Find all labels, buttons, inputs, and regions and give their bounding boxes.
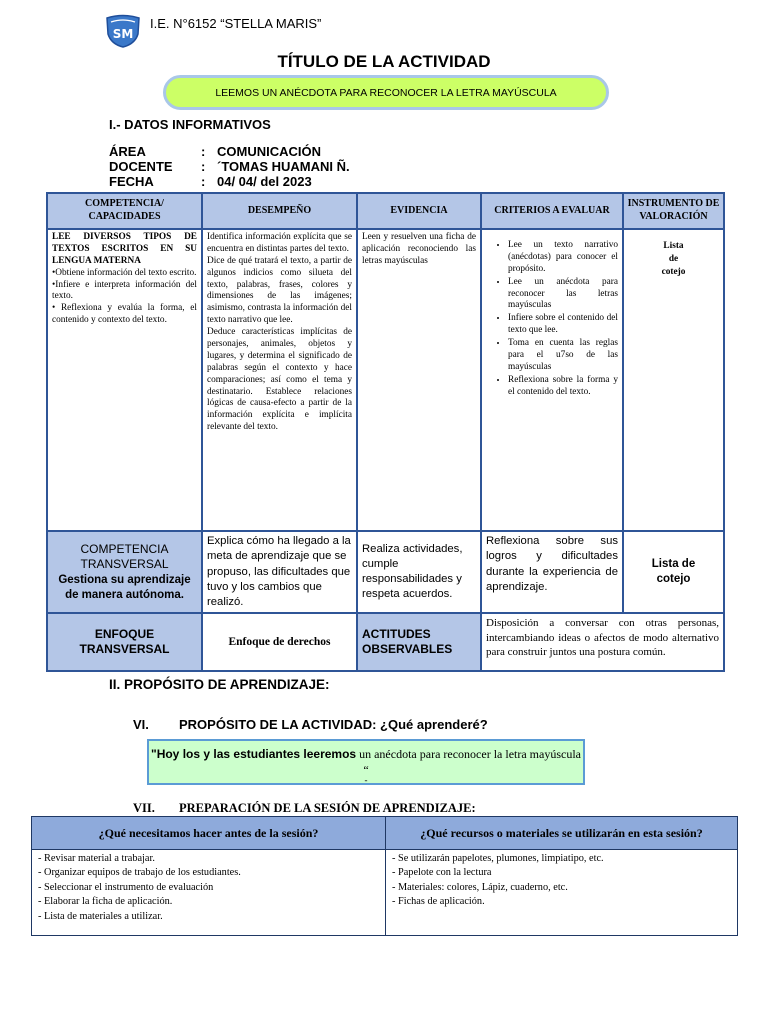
desempeno-paragraph: Identifica información explícita que se encuentra en distintas partes del texto. <box>207 232 352 254</box>
criterio-item: • Toma en cuenta las reglas para el u7so de las mayúsculas <box>508 338 618 374</box>
table-row <box>32 850 738 936</box>
competencias-table <box>46 192 725 672</box>
datos-value: 04/ 04/ del 2023 <box>217 174 312 189</box>
datos-row-fecha <box>109 174 312 189</box>
header-criterios: CRITERIOS A EVALUAR <box>481 193 623 229</box>
prep-header-antes: ¿Qué necesitamos hacer antes de la sesión? <box>32 817 386 850</box>
list-item: - Seleccionar el instrumento de evaluación <box>38 881 214 893</box>
instrumento-transversal-cell: Lista de cotejo <box>623 531 724 613</box>
competencia-transversal-title: COMPETENCIA TRANSVERSAL <box>80 541 169 572</box>
vii-heading <box>133 801 476 816</box>
instrumento-line: Lista <box>663 241 684 251</box>
desempeno-paragraph: Deduce características implícitas de personajes, animales, objetos y lugares, y determina el significado de palabras según el contexto y hace comparaciones; así como el tema y destinatario. Establece relaciones lógicas de causa-efecto a partir de la información explícita e implícita relevante del texto. <box>207 327 352 433</box>
criterio-item: • Lee un texto narrativo (anécdotas) para conocer el propósito. <box>508 240 618 276</box>
datos-key: DOCENTE <box>109 159 173 174</box>
vi-label: PROPÓSITO DE LA ACTIVIDAD: ¿Qué aprenderé? <box>179 717 488 732</box>
prep-header-recursos: ¿Qué recursos o materiales se utilizarán en esta sesión? <box>386 817 738 850</box>
desempeno-paragraph: Dice de qué tratará el texto, a partir de algunos indicios como silueta del texto, palabras, frases, colores y dimensiones de las imágenes; asimismo, contrasta la información del texto narrativo que lee. <box>207 255 352 326</box>
datos-key: ÁREA <box>109 144 146 159</box>
header-competencia: COMPETENCIA/ CAPACIDADES <box>47 193 202 229</box>
datos-key: FECHA <box>109 174 154 189</box>
quote-rest: un anécdota para reconocer la letra mayúscula “ <box>356 747 581 778</box>
table-row <box>47 531 724 613</box>
activity-title-pill <box>163 75 609 110</box>
datos-colon: : <box>201 174 206 189</box>
list-item: - Elaborar la ficha de aplicación. <box>38 896 173 908</box>
datos-row-area <box>109 144 321 159</box>
quote-mark: - <box>364 775 368 786</box>
competencia-transversal-sub: Gestiona su aprendizaje de manera autónoma. <box>58 573 191 601</box>
preparacion-table <box>31 816 738 936</box>
table-row <box>47 613 724 671</box>
logo-text: SM <box>112 27 134 41</box>
school-name: I.E. N°6152 “STELLA MARIS” <box>150 16 322 31</box>
enfoque-value-cell: Enfoque de derechos <box>202 613 357 671</box>
activity-title: LEEMOS UN ANÉCDOTA PARA RECONOCER LA LETRA MAYÚSCULA <box>215 86 557 99</box>
datos-value: COMUNICACIÓN <box>217 144 321 159</box>
actitudes-label-cell: ACTITUDES OBSERVABLES <box>357 613 481 671</box>
list-item: - Organizar equipos de trabajo de los estudiantes. <box>38 867 241 879</box>
list-item: - Materiales: colores, Lápiz, cuaderno, etc. <box>392 881 568 893</box>
actitudes-value-cell: Disposición a conversar con otras personas, intercambiando ideas o afectos de modo alternativo para construir juntos una postura común. <box>481 613 724 671</box>
datos-row-docente <box>109 159 350 174</box>
criterios-cell <box>481 229 623 531</box>
competencia-transversal-cell <box>47 531 202 613</box>
list-item: - Se utilizarán papelotes, plumones, limpiatipo, etc. <box>392 853 604 864</box>
vii-number: VII. <box>133 801 155 815</box>
list-item: - Fichas de aplicación. <box>392 896 485 908</box>
prep-antes-cell <box>32 850 386 936</box>
list-item: - Revisar material a trabajar. <box>38 853 155 864</box>
criterio-item: • Infiere sobre el contenido del texto que lee. <box>508 313 618 337</box>
header-desempeno: DESEMPEÑO <box>202 193 357 229</box>
criterios-list <box>486 240 618 399</box>
criterio-item: • Reflexiona sobre la forma y el contenido del texto. <box>508 375 618 399</box>
datos-colon: : <box>201 159 206 174</box>
prep-recursos-cell <box>386 850 738 936</box>
instrumento-cell <box>623 229 724 531</box>
vi-heading <box>133 717 488 732</box>
page-title: TÍTULO DE LA ACTIVIDAD <box>277 52 491 71</box>
vii-label: PREPARACIÓN DE LA SESIÓN DE APRENDIZAJE: <box>179 801 476 815</box>
capacidad-item: •Obtiene información del texto escrito. <box>52 267 197 278</box>
datos-colon: : <box>201 144 206 159</box>
evidencia-cell: Leen y resuelven una ficha de aplicación reconociendo las letras mayúsculas <box>357 229 481 531</box>
quote-bold: "Hoy los y las estudiantes leeremos <box>151 747 357 761</box>
competencia-cell <box>47 229 202 531</box>
list-item: - Lista de materiales a utilizar. <box>38 910 163 922</box>
header-instrumento: INSTRUMENTO DE VALORACIÓN <box>623 193 724 229</box>
instrumento-line: cotejo <box>661 267 686 278</box>
datos-heading: I.- DATOS INFORMATIVOS <box>109 117 271 132</box>
enfoque-label-cell: ENFOQUE TRANSVERSAL <box>47 613 202 671</box>
list-item: - Papelote con la lectura <box>392 867 492 879</box>
school-logo <box>105 14 141 48</box>
vi-number: VI. <box>133 717 149 732</box>
evidencia-transversal-cell: Realiza actividades, cumple responsabilidades y respeta acuerdos. <box>357 531 481 613</box>
capacidad-item: • Reflexiona y evalúa la forma, el contenido y contexto del texto. <box>52 303 197 326</box>
desempeno-transversal-cell: Explica cómo ha llegado a la meta de aprendizaje que se propuso, las dificultades que tuvo y los cambios que realizó. <box>202 531 357 613</box>
proposito-quote-box <box>147 739 585 785</box>
table-header-row <box>47 193 724 229</box>
criterio-item: • Lee un anécdota para reconocer las letras mayúsculas <box>508 277 618 313</box>
capacidad-item: •Infiere e interpreta información del texto. <box>52 279 197 302</box>
criterios-transversal-cell: Reflexiona sobre sus logros y dificultades durante la experiencia de aprendizaje. <box>481 531 623 613</box>
competencia-title: LEE DIVERSOS TIPOS DE TEXTOS ESCRITOS EN SU LENGUA MATERNA <box>52 232 197 266</box>
prep-header-row <box>32 817 738 850</box>
table-row <box>47 229 724 531</box>
datos-value: ´TOMAS HUAMANI Ñ. <box>217 159 350 174</box>
desempeno-cell <box>202 229 357 531</box>
instrumento-line: de <box>668 254 679 265</box>
header-evidencia: EVIDENCIA <box>357 193 481 229</box>
proposito-heading: II. PROPÓSITO DE APRENDIZAJE: <box>109 677 330 692</box>
